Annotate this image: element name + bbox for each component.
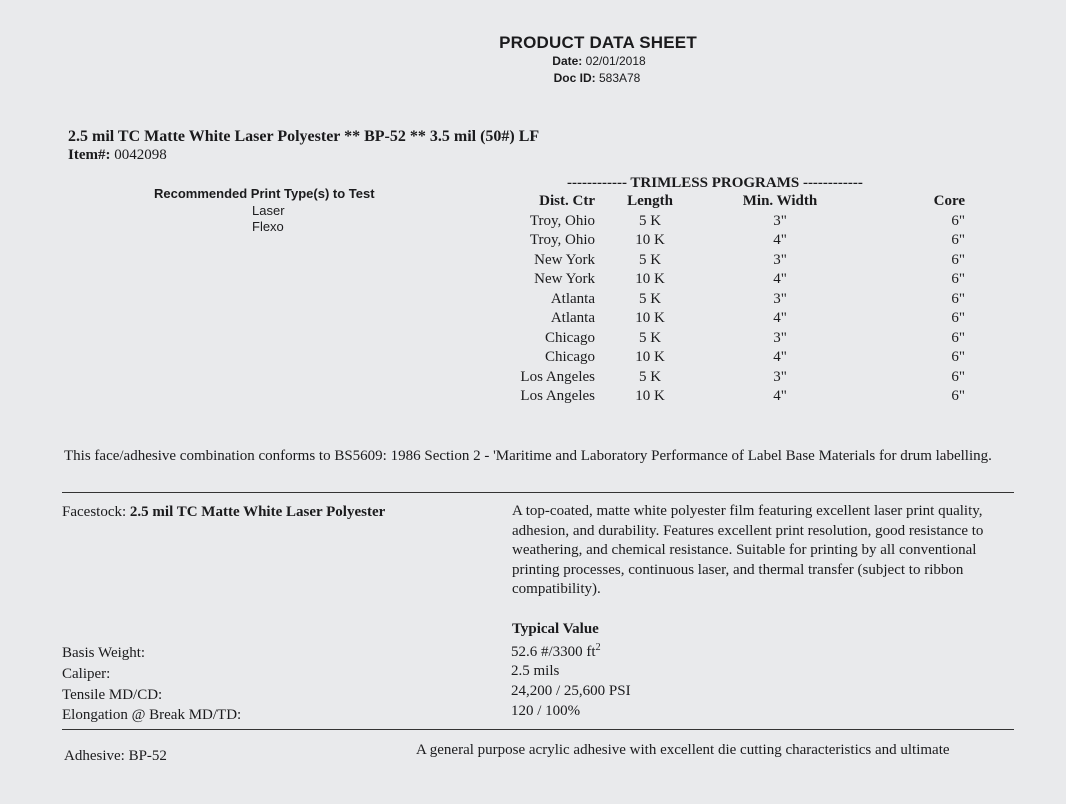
recommended-heading: Recommended Print Type(s) to Test: [154, 186, 375, 201]
table-row: [505, 290, 967, 310]
adhesive-name: BP-52: [128, 748, 167, 764]
adhesive-line: [64, 748, 167, 765]
facestock-name: 2.5 mil TC Matte White Laser Polyester: [129, 504, 386, 520]
doc-id-line: [0, 71, 1066, 85]
print-type-item: Flexo: [252, 219, 284, 234]
property-value-text: 52.6 #/3300 ft: [511, 644, 596, 660]
table-row: [505, 270, 967, 290]
superscript: 2: [595, 642, 601, 653]
cell-length: 10 K: [635, 388, 665, 404]
divider-line: [62, 492, 1014, 493]
cell-dist-ctr: Chicago: [545, 349, 595, 365]
cell-dist-ctr: Chicago: [545, 329, 595, 346]
facestock-label: Facestock:: [62, 504, 127, 520]
print-type-item: Laser: [252, 203, 285, 218]
page-title: PRODUCT DATA SHEET: [499, 33, 697, 52]
doc-id-value: 583A78: [598, 71, 641, 85]
cell-length: 10 K: [635, 232, 665, 248]
cell-core: 6": [951, 271, 965, 287]
cell-min-width: 4": [773, 388, 787, 404]
cell-dist-ctr: New York: [534, 271, 595, 287]
cell-length: 10 K: [635, 310, 665, 326]
item-value: 0042098: [114, 147, 167, 163]
cell-core: 6": [951, 251, 965, 268]
cell-min-width: 3": [773, 251, 787, 268]
cell-dist-ctr: Los Angeles: [520, 368, 595, 385]
date-value: 02/01/2018: [585, 54, 646, 68]
cell-dist-ctr: Troy, Ohio: [529, 212, 595, 229]
item-label: Item#:: [68, 147, 111, 163]
cell-min-width: 3": [773, 212, 787, 229]
doc-id-label: Doc ID:: [553, 71, 596, 85]
cell-dist-ctr: Troy, Ohio: [529, 232, 595, 248]
cell-min-width: 3": [773, 290, 787, 307]
cell-min-width: 4": [773, 271, 787, 287]
cell-dist-ctr: Atlanta: [550, 290, 595, 307]
cell-core: 6": [951, 232, 965, 248]
item-number-line: [68, 147, 167, 164]
cell-core: 6": [951, 290, 965, 307]
cell-core: 6": [951, 368, 965, 385]
conformance-statement: This face/adhesive combination conforms to BS5609: 1986 Section 2 - 'Maritime and Laboratory Performance of Label Base Materials for drum labelling.: [64, 448, 992, 464]
cell-min-width: 4": [773, 310, 787, 326]
trimless-table: [505, 192, 967, 407]
date-line: [0, 54, 1066, 68]
cell-length: 5 K: [638, 251, 662, 268]
property-value: 120 / 100%: [511, 703, 581, 719]
table-header-row: [505, 192, 967, 212]
property-value: 24,200 / 25,600 PSI: [511, 683, 631, 699]
property-value: 2.5 mils: [511, 663, 560, 679]
cell-dist-ctr: Los Angeles: [520, 388, 595, 404]
cell-dist-ctr: Atlanta: [550, 310, 595, 326]
cell-min-width: 4": [773, 349, 787, 365]
cell-core: 6": [951, 212, 965, 229]
cell-core: 6": [951, 349, 965, 365]
cell-dist-ctr: New York: [534, 251, 595, 268]
adhesive-label: Adhesive:: [64, 748, 125, 764]
cell-length: 10 K: [635, 271, 665, 287]
facestock-description: A top-coated, matte white polyester film featuring excellent laser print quality, adhesion, and durability. Features excellent print resolution, good resistance to weathering, and chemical resistance. Suitable for printing by all conventional printing processes, continuous laser, and thermal transfer (subject to ribbon compatibility).: [512, 503, 984, 597]
table-row: [505, 212, 967, 232]
column-header-length: Length: [627, 193, 673, 209]
divider-line: [62, 729, 1014, 730]
column-header-core: Core: [933, 193, 965, 209]
cell-min-width: 4": [773, 232, 787, 248]
table-row: [505, 251, 967, 271]
column-header-dist-ctr: Dist. Ctr: [539, 193, 595, 209]
property-label: Caliper:: [62, 666, 111, 682]
cell-length: 10 K: [635, 349, 665, 365]
table-row: [505, 368, 967, 388]
date-label: Date:: [552, 54, 583, 68]
trimless-heading: ------------ TRIMLESS PROGRAMS ------------: [567, 175, 863, 191]
property-label: Elongation @ Break MD/TD:: [62, 707, 242, 723]
property-value: [511, 642, 601, 661]
cell-min-width: 3": [773, 329, 787, 346]
facestock-line: [62, 504, 385, 521]
table-row: [505, 387, 967, 407]
adhesive-description: A general purpose acrylic adhesive with excellent die cutting characteristics and ultimate: [416, 742, 950, 758]
cell-length: 5 K: [638, 212, 662, 229]
typical-value-heading: Typical Value: [512, 621, 599, 637]
table-row: [505, 231, 967, 251]
column-header-min-width: Min. Width: [742, 193, 818, 209]
cell-length: 5 K: [638, 368, 662, 385]
table-row: [505, 329, 967, 349]
table-row: [505, 309, 967, 329]
property-label: Basis Weight:: [62, 645, 146, 661]
cell-length: 5 K: [638, 290, 662, 307]
table-row: [505, 348, 967, 368]
cell-core: 6": [951, 388, 965, 404]
cell-core: 6": [951, 329, 965, 346]
product-name: 2.5 mil TC Matte White Laser Polyester ** BP-52 ** 3.5 mil (50#) LF: [68, 128, 540, 145]
cell-length: 5 K: [638, 329, 662, 346]
cell-core: 6": [951, 310, 965, 326]
property-label: Tensile MD/CD:: [62, 687, 163, 703]
cell-min-width: 3": [773, 368, 787, 385]
